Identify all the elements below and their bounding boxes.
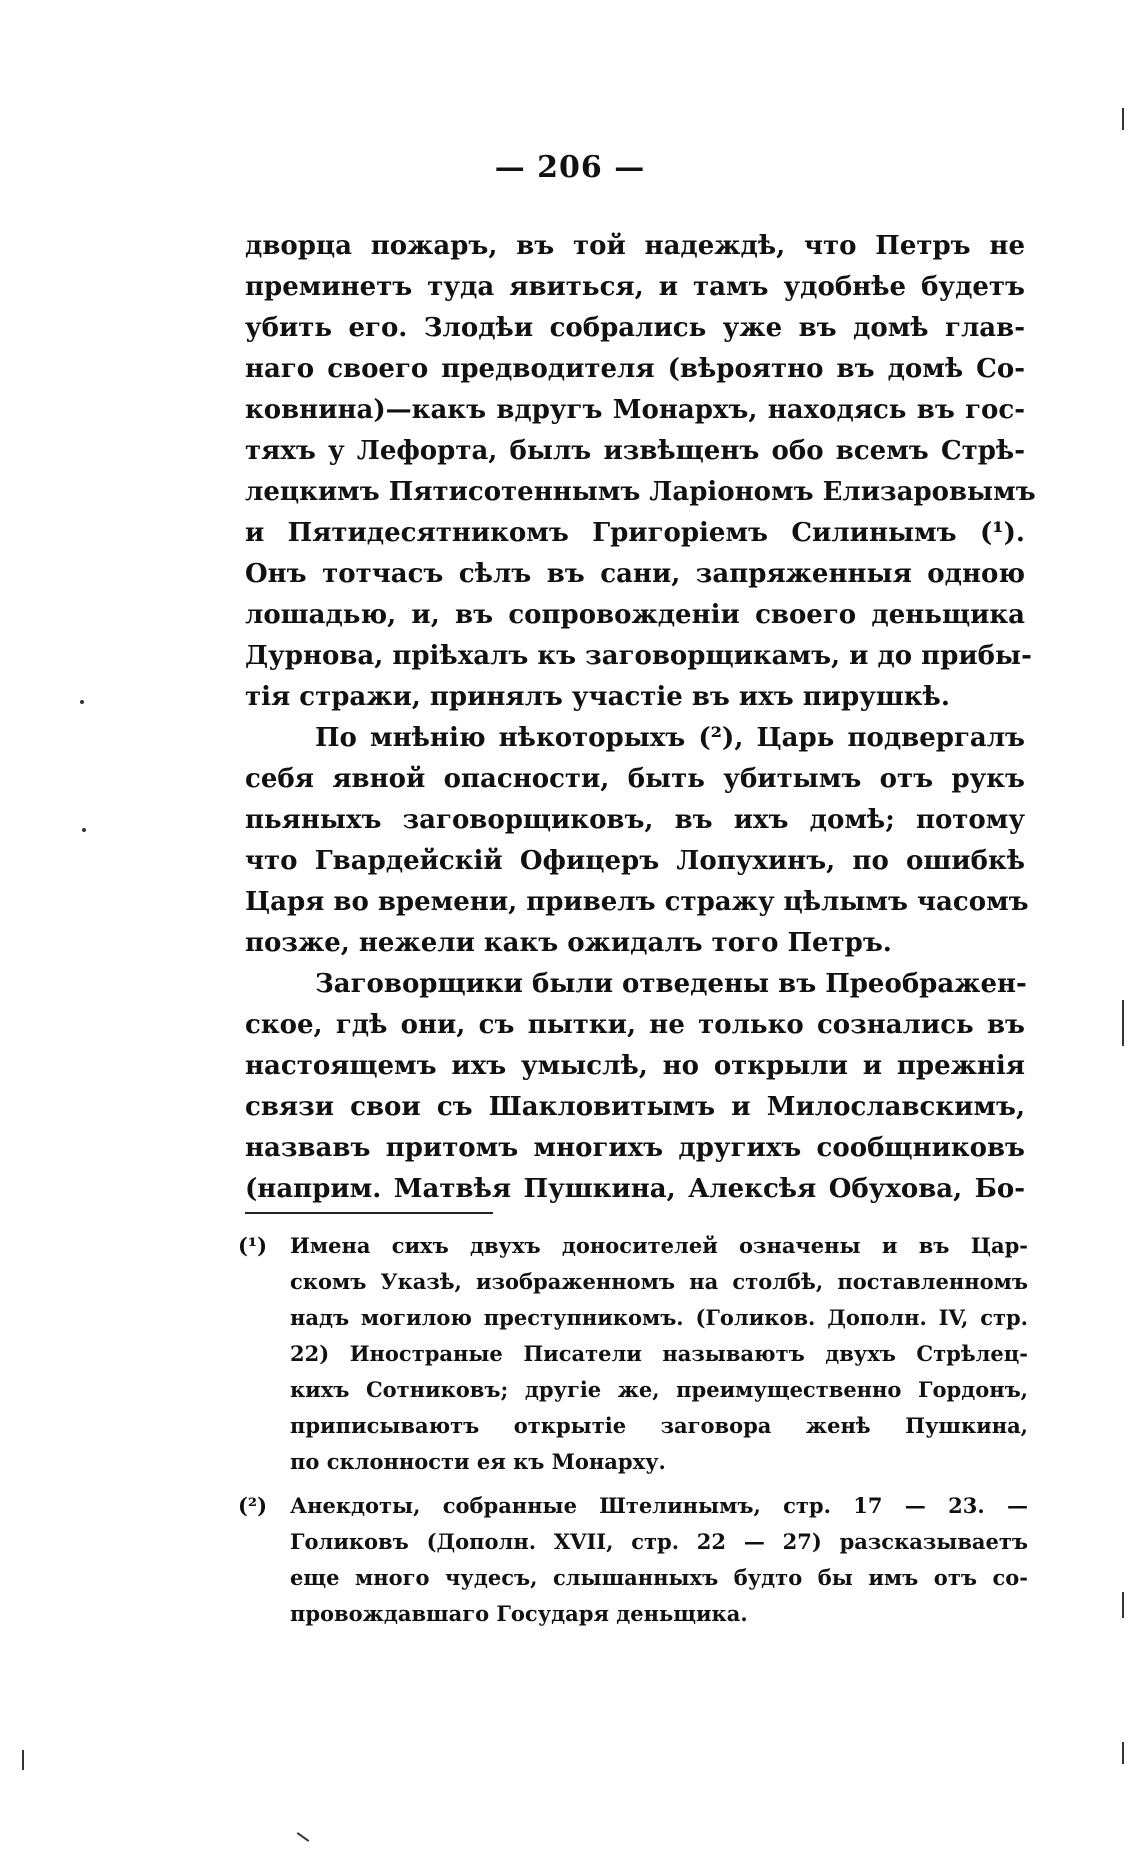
text-line: назвавъ притомъ многихъ другихъ сообщниковъ (245, 1133, 1025, 1163)
footnotes (238, 1228, 1028, 1632)
footnote-marker: (²) (238, 1493, 268, 1518)
page-number: — 206 — (494, 150, 646, 185)
footnote-line: 22) Иностраные Писатели называютъ двухъ Стрѣлец- (290, 1341, 1028, 1366)
margin-mark (1122, 1000, 1124, 1046)
text-line: дворца пожаръ, въ той надеждѣ, что Петръ не (245, 231, 1025, 261)
text-line: наго своего предводителя (вѣроятно въ домѣ Со- (245, 354, 1025, 384)
text-line: ское, гдѣ они, съ пытки, не только сознались въ (245, 1010, 1025, 1040)
footnote-line: Голиковъ (Дополн. XVII, стр. 22 — 27) разсказываетъ (290, 1529, 1028, 1554)
text-line: лошадью, и, въ сопровожденiи своего деньщика (245, 600, 1025, 630)
footnote-line: кихъ Сотниковъ; другiе же, преимущественно Гордонъ, (290, 1377, 1028, 1402)
footnote-line: скомъ Указѣ, изображенномъ на столбѣ, поставленномъ (290, 1269, 1028, 1294)
footnote-2 (238, 1488, 1028, 1632)
margin-mark (82, 828, 86, 832)
main-text (245, 226, 1036, 1210)
text-line: себя явной опасности, быть убитымъ отъ рукъ (245, 764, 1025, 794)
text-line: связи свои съ Шакловитымъ и Милославскимъ, (245, 1092, 1025, 1122)
text-line: и Пятидесятникомъ Григорiемъ Силинымъ (¹). (245, 518, 1025, 548)
margin-mark (80, 700, 84, 704)
text-line: Царя во времени, привелъ стражу цѣлымъ часомъ (245, 887, 1029, 917)
paragraph-start-line: По мнѣнiю нѣкоторыхъ (²), Царь подвергалъ (315, 723, 1025, 753)
footnote-text: Анекдоты, собранные Штелинымъ, стр. 17 — 23. — (290, 1493, 1028, 1518)
text-line: Онъ тотчасъ сѣлъ въ сани, запряженныя одною (245, 559, 1025, 589)
footnote-line: еще много чудесъ, слышанныхъ будто бы имъ отъ со- (290, 1565, 1028, 1590)
text-line: ковнина)—какъ вдругъ Монархъ, находясь въ гос- (245, 395, 1025, 425)
text-line: убить его. Злодѣи собрались уже въ домѣ глав- (245, 313, 1025, 343)
text-line: пьяныхъ заговорщиковъ, въ ихъ домѣ; потому (245, 805, 1025, 835)
footnote-marker: (¹) (238, 1233, 268, 1258)
paragraph-start-line: Заговорщики были отведены въ Преображен- (315, 969, 1027, 999)
text-line: (наприм. Матвѣя Пушкина, Алексѣя Обухова, Бо- (245, 1174, 1025, 1204)
margin-mark (22, 1750, 24, 1770)
text-line: преминетъ туда явиться, и тамъ удобнѣе будетъ (245, 272, 1025, 302)
footnote-separator (245, 1212, 493, 1214)
footnote-line: по склонности ея къ Монарху. (290, 1449, 666, 1474)
margin-mark (297, 1832, 310, 1842)
footnote-line (238, 1488, 1028, 1524)
footnote-line: провождавшаго Государя деньщика. (290, 1601, 748, 1626)
footnote-gap (238, 1480, 1028, 1488)
footnote-line: приписываютъ открытiе заговора женѣ Пушкина, (290, 1413, 1028, 1438)
text-line: что Гвардейскiй Офицеръ Лопухинъ, по ошибкѣ (245, 846, 1025, 876)
text-line: Дурнова, прiѣхалъ къ заговорщикамъ, и до прибы- (245, 641, 1032, 671)
margin-mark (1122, 108, 1124, 130)
footnote-line: надъ могилою преступникомъ. (Голиков. Дополн. IV, стр. (290, 1305, 1028, 1330)
footnote-text: Имена сихъ двухъ доносителей означены и въ Цар- (290, 1233, 1028, 1258)
margin-mark (1122, 1742, 1124, 1764)
text-line: лецкимъ Пятисотеннымъ Ларiономъ Елизаровымъ (245, 477, 1036, 507)
footnote-1 (238, 1228, 1028, 1480)
text-line: тiя стражи, принялъ участiе въ ихъ пирушкѣ. (245, 682, 950, 712)
margin-mark (1122, 1592, 1124, 1618)
text-line: позже, нежели какъ ожидалъ того Петръ. (245, 928, 892, 958)
footnote-line (238, 1228, 1028, 1264)
text-line: настоящемъ ихъ умыслѣ, но открыли и прежнiя (245, 1051, 1025, 1081)
text-line: тяхъ у Лефорта, былъ извѣщенъ обо всемъ Стрѣ- (245, 436, 1025, 466)
